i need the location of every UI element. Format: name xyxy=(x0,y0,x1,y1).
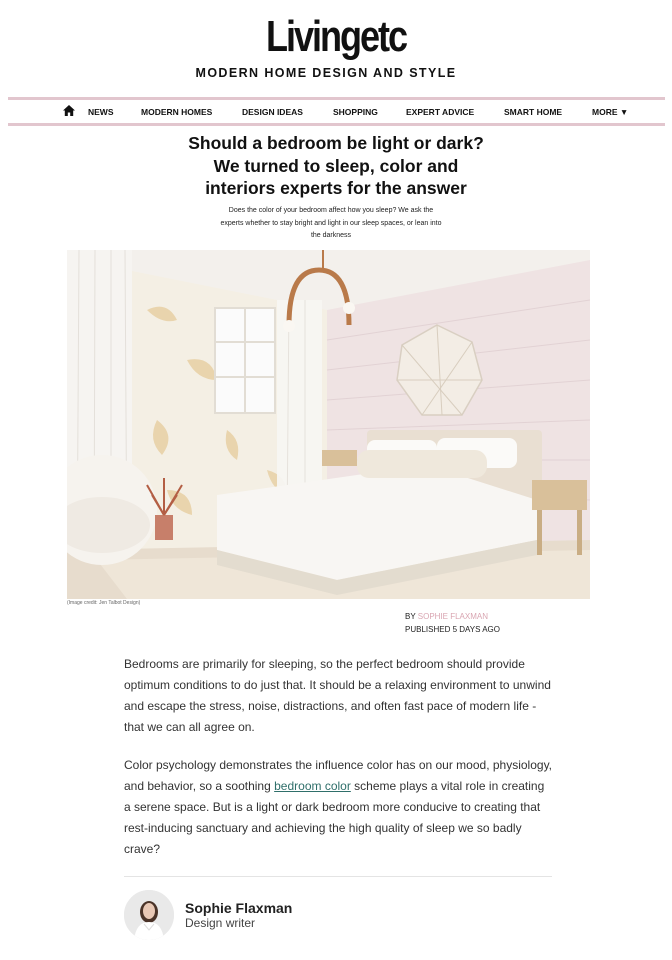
nav-item-news[interactable]: NEWS xyxy=(88,107,114,117)
nav-item-expert-advice[interactable]: EXPERT ADVICE xyxy=(406,107,475,117)
body-paragraph xyxy=(124,755,554,860)
nav-item-modern-homes[interactable]: MODERN HOMES xyxy=(141,107,213,117)
bedroom-color-link[interactable]: bedroom color xyxy=(274,779,351,793)
nav-item-shopping[interactable]: SHOPPING xyxy=(333,107,378,117)
author-name[interactable]: Sophie Flaxman xyxy=(185,900,293,916)
standfirst-line: Does the color of your bedroom affect how you sleep? We ask the xyxy=(228,207,434,214)
nav-item-more[interactable]: MORE ▼ xyxy=(592,107,629,117)
headline-line: We turned to sleep, color and xyxy=(213,155,459,176)
site-tagline: MODERN HOME DESIGN AND STYLE xyxy=(195,66,457,80)
author-portrait xyxy=(124,890,174,940)
article-byline xyxy=(405,610,500,636)
site-logo[interactable]: Livingetc xyxy=(266,12,406,61)
publish-date: PUBLISHED 5 DAYS AGO xyxy=(405,625,500,634)
avatar[interactable] xyxy=(124,890,174,940)
body-paragraph: Bedrooms are primarily for sleeping, so the perfect bedroom should provide optimum conditions to do just that. It should be a relaxing environment to unwind and escape the stress, noise, distractions, and often fast pace of modern life - that we can all agree on. xyxy=(124,657,551,734)
nav-item-design-ideas[interactable]: DESIGN IDEAS xyxy=(242,107,303,117)
headline-line: interiors experts for the answer xyxy=(205,178,467,198)
nav-item-smart-home[interactable]: SMART HOME xyxy=(504,107,563,117)
bedroom-photo xyxy=(67,250,590,599)
byline-row xyxy=(405,610,500,623)
standfirst-line: the darkness xyxy=(310,232,352,239)
author-link[interactable]: SOPHIE FLAXMAN xyxy=(417,612,489,621)
paragraph-text: Color psychology demonstrates the influence color has on our mood, physiology, and behavior, so a soothing xyxy=(124,758,553,793)
section-divider xyxy=(124,876,552,877)
headline-line: Should a bedroom be light or dark? xyxy=(188,133,484,153)
hero-image xyxy=(67,250,590,599)
article-standfirst xyxy=(196,205,466,243)
byline-prefix: BY xyxy=(405,612,416,621)
main-nav xyxy=(8,97,665,126)
article-headline xyxy=(120,132,552,200)
home-icon[interactable] xyxy=(63,105,75,116)
author-role: Design writer xyxy=(185,916,256,930)
paragraph-text: scheme plays a vital role in creating a serene space. But is a light or dark bedroom more conducive to creating that rest-inducing sanctuary and achieving the high quality of sleep we so badly crave? xyxy=(124,779,545,856)
image-caption: (Image credit: Jen Talbot Design) xyxy=(67,600,141,606)
standfirst-line: experts whether to stay bright and light in our sleep spaces, or lean into xyxy=(220,219,442,227)
